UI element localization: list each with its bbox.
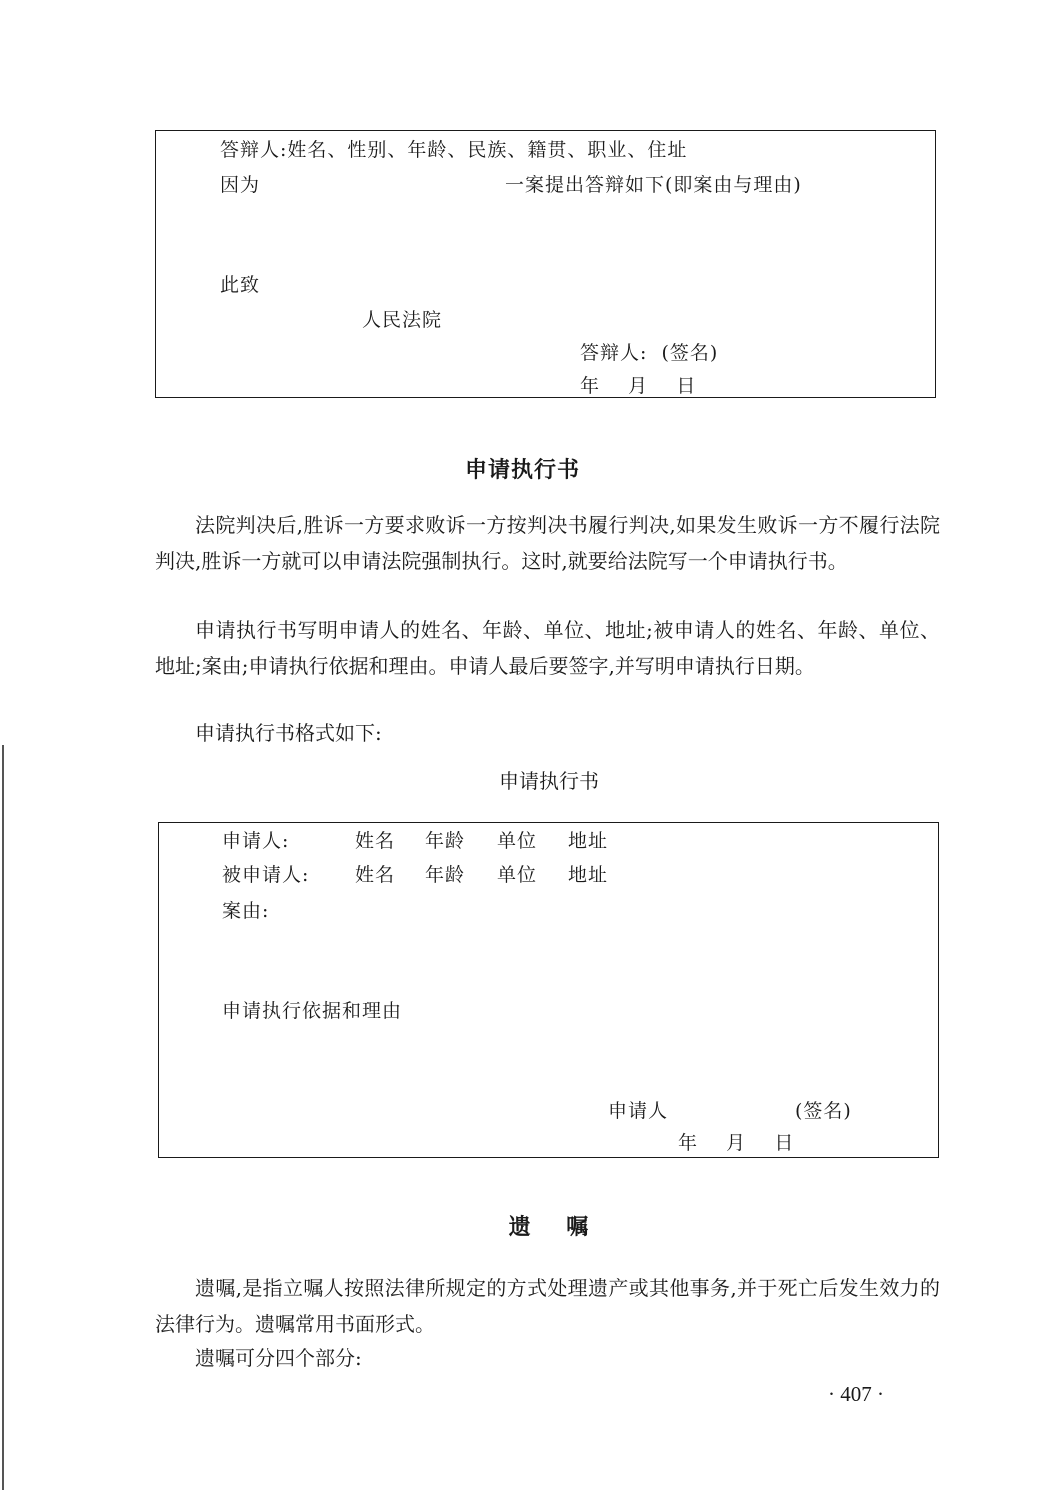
exec-form-applicant-label: 申请人: <box>222 830 290 852</box>
answer-form-because: 因为 <box>220 174 261 196</box>
exec-form-signer: 申请人 <box>608 1100 669 1122</box>
exec-paragraph-2: 申请执行书写明申请人的姓名、年龄、单位、地址;被申请人的姓名、年龄、单位、地址;案由;申请执行依据和理由。申请人最后要签字,并写明申请执行日期。 <box>155 618 940 678</box>
exec-form-applicant-address: 地址 <box>568 830 609 852</box>
answer-form-date: 年 月 日 <box>580 375 697 397</box>
exec-form-respondent-unit: 单位 <box>497 864 538 886</box>
answer-form-ci-zhi: 此致 <box>220 274 261 296</box>
exec-form-respondent-name: 姓名 <box>355 864 396 886</box>
exec-form-respondent-address: 地址 <box>568 864 609 886</box>
exec-form-title: 申请执行书 <box>499 769 599 793</box>
scan-edge-line <box>2 745 4 1490</box>
answer-form-court: 人民法院 <box>362 309 443 331</box>
answer-form-case-text: 一案提出答辩如下(即案由与理由) <box>505 174 802 196</box>
exec-form-applicant-unit: 单位 <box>497 830 538 852</box>
exec-paragraph-1: 法院判决后,胜诉一方要求败诉一方按判决书履行判决,如果发生败诉一方不履行法院判决,胜诉一方就可以申请法院强制执行。这时,就要给法院写一个申请执行书。 <box>155 513 940 573</box>
exec-form-applicant-name: 姓名 <box>355 830 396 852</box>
exec-form-respondent-age: 年龄 <box>425 864 466 886</box>
page-number: · 407 · <box>828 1382 884 1406</box>
will-paragraph-1: 遗嘱,是指立嘱人按照法律所规定的方式处理遗产或其他事务,并于死亡后发生效力的法律行为。遗嘱常用书面形式。 <box>155 1276 940 1336</box>
answer-form-line1: 答辩人:姓名、性别、年龄、民族、籍贯、职业、住址 <box>220 139 688 161</box>
answer-form-signer: 答辩人: (签名) <box>580 342 719 364</box>
exec-form-date: 年 月 日 <box>678 1132 795 1154</box>
exec-form-respondent-label: 被申请人: <box>222 864 310 886</box>
exec-paragraph-3: 申请执行书格式如下: <box>195 721 382 745</box>
section-title-will: 遗 嘱 <box>508 1215 590 1240</box>
will-paragraph-2: 遗嘱可分四个部分: <box>195 1346 362 1370</box>
exec-form-applicant-age: 年龄 <box>425 830 466 852</box>
exec-form-sign: (签名) <box>795 1100 852 1122</box>
section-title-exec: 申请执行书 <box>464 458 580 483</box>
exec-form-basis: 申请执行依据和理由 <box>222 1000 403 1022</box>
exec-form-cause: 案由: <box>222 900 270 922</box>
